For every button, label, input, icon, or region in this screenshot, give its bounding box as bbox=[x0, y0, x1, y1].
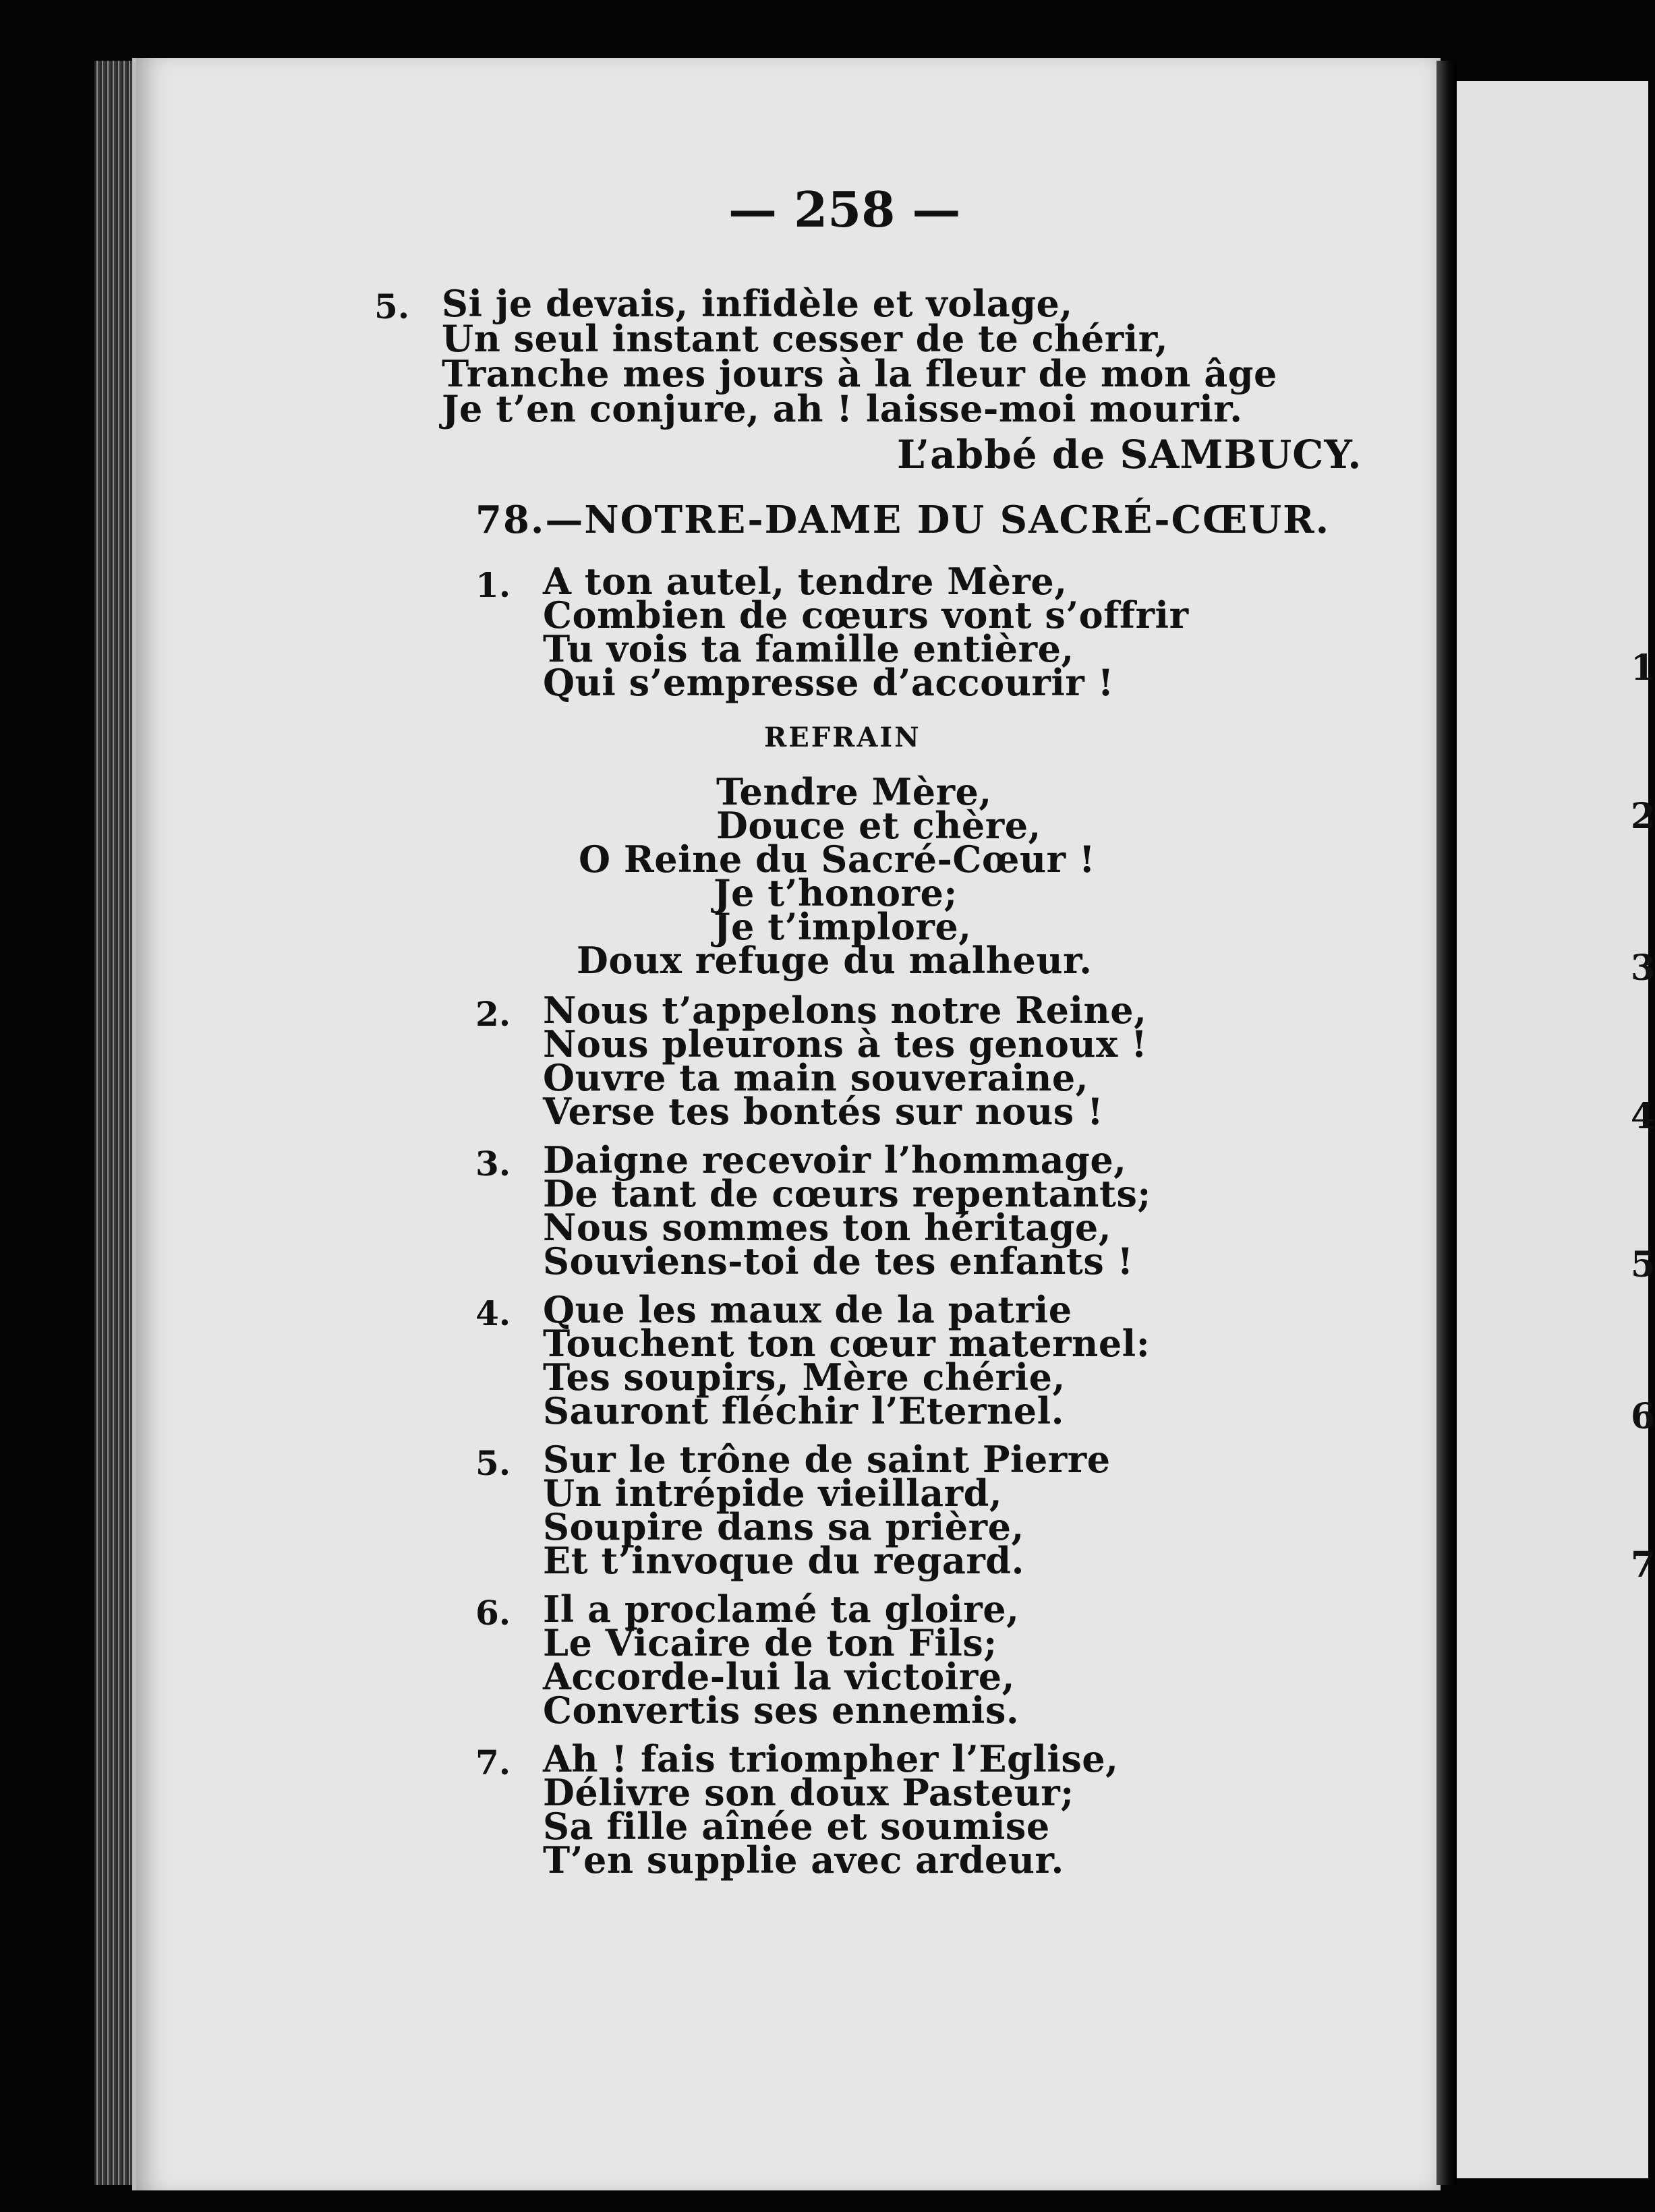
stanza-number: 2. bbox=[475, 994, 511, 1034]
verse-line: Nous t’appelons notre Reine, bbox=[543, 989, 1147, 1032]
verse-line: Nous sommes ton héritage, bbox=[543, 1206, 1112, 1249]
verse-line: Qui s’empresse d’accourir ! bbox=[543, 661, 1114, 704]
verse-line: Tes soupirs, Mère chérie, bbox=[543, 1356, 1066, 1399]
verse-line: Ouvre ta main souveraine, bbox=[543, 1056, 1088, 1099]
stanza-number: 7. bbox=[475, 1743, 511, 1782]
verse-line: Convertis ses ennemis. bbox=[543, 1689, 1020, 1732]
verse-line: Le Vicaire de ton Fils; bbox=[543, 1621, 997, 1664]
verse-line: Délivre son doux Pasteur; bbox=[543, 1771, 1074, 1814]
refrain-line: O Reine du Sacré-Cœur ! bbox=[579, 838, 1096, 881]
refrain-line: Doux refuge du malheur. bbox=[577, 939, 1093, 982]
stanza-number: 5. bbox=[374, 287, 410, 326]
verse-line: Ah ! fais triompher l’Eglise, bbox=[543, 1737, 1119, 1780]
verse-line: Sur le trône de saint Pierre bbox=[543, 1438, 1111, 1481]
verse-line: Tu vois ta famille entière, bbox=[543, 627, 1074, 670]
verse-line: Tranche mes jours à la fleur de mon âge bbox=[442, 352, 1277, 395]
refrain-line: Je t’implore, bbox=[714, 905, 972, 948]
stanza-number: 3. bbox=[475, 1144, 511, 1184]
facing-number: 2 bbox=[1631, 796, 1655, 837]
verse-line: Un seul instant cesser de te chérir, bbox=[442, 317, 1169, 360]
verse-line: Souviens-toi de tes enfants ! bbox=[543, 1240, 1134, 1283]
stanza-number: 6. bbox=[475, 1593, 511, 1633]
page-number: — 258 — bbox=[728, 181, 961, 238]
facing-number: 1 bbox=[1631, 647, 1655, 689]
verse-line: Sauront fléchir l’Eternel. bbox=[543, 1389, 1064, 1432]
stanza-number: 4. bbox=[475, 1293, 511, 1333]
hymn-title: 78.—NOTRE-DAME DU SACRÉ-CŒUR. bbox=[475, 498, 1331, 542]
stanza-number: 1. bbox=[475, 565, 511, 605]
verse-line: Touchent ton cœur maternel: bbox=[543, 1322, 1151, 1365]
verse-line: Et t’invoque du regard. bbox=[543, 1539, 1024, 1582]
facing-number: 3 bbox=[1631, 948, 1655, 989]
book-gutter bbox=[1436, 61, 1457, 2185]
verse-line: Combien de cœurs vont s’offrir bbox=[543, 593, 1189, 637]
verse-line: De tant de cœurs repentants; bbox=[543, 1172, 1151, 1215]
verse-line: A ton autel, tendre Mère, bbox=[543, 560, 1068, 603]
refrain-line: Tendre Mère, bbox=[716, 770, 992, 813]
verse-line: Soupire dans sa prière, bbox=[543, 1505, 1024, 1548]
facing-number: 6 bbox=[1631, 1396, 1655, 1437]
verse-line: Accorde-lui la victoire, bbox=[543, 1655, 1015, 1698]
stanza-number: 5. bbox=[475, 1443, 511, 1483]
verse-line: T’en supplie avec ardeur. bbox=[543, 1838, 1064, 1882]
facing-number: 4 bbox=[1631, 1096, 1655, 1137]
verse-line: Il a proclamé ta gloire, bbox=[543, 1588, 1020, 1631]
verse-line: Un intrépide vieillard, bbox=[543, 1472, 1003, 1515]
verse-line: Si je devais, infidèle et volage, bbox=[442, 282, 1073, 325]
facing-number: 5 bbox=[1631, 1244, 1655, 1285]
refrain-line: Je t’honore; bbox=[714, 871, 958, 914]
verse-line: Daigne recevoir l’hommage, bbox=[543, 1138, 1127, 1182]
refrain-line: Douce et chère, bbox=[716, 804, 1041, 847]
facing-number: 7 bbox=[1631, 1544, 1655, 1585]
refrain-heading: REFRAIN bbox=[764, 722, 921, 753]
verse-line: Verse tes bontés sur nous ! bbox=[543, 1090, 1104, 1133]
verse-line: Sa fille aînée et soumise bbox=[543, 1805, 1050, 1848]
verse-line: Que les maux de la patrie bbox=[543, 1288, 1072, 1331]
author-attribution: L’abbé de SAMBUCY. bbox=[897, 432, 1362, 477]
verse-line: Je t’en conjure, ah ! laisse-moi mourir. bbox=[442, 387, 1243, 430]
facing-page bbox=[1457, 81, 1648, 2178]
verse-line: Nous pleurons à tes genoux ! bbox=[543, 1022, 1148, 1066]
page-stack-edge bbox=[94, 61, 132, 2185]
